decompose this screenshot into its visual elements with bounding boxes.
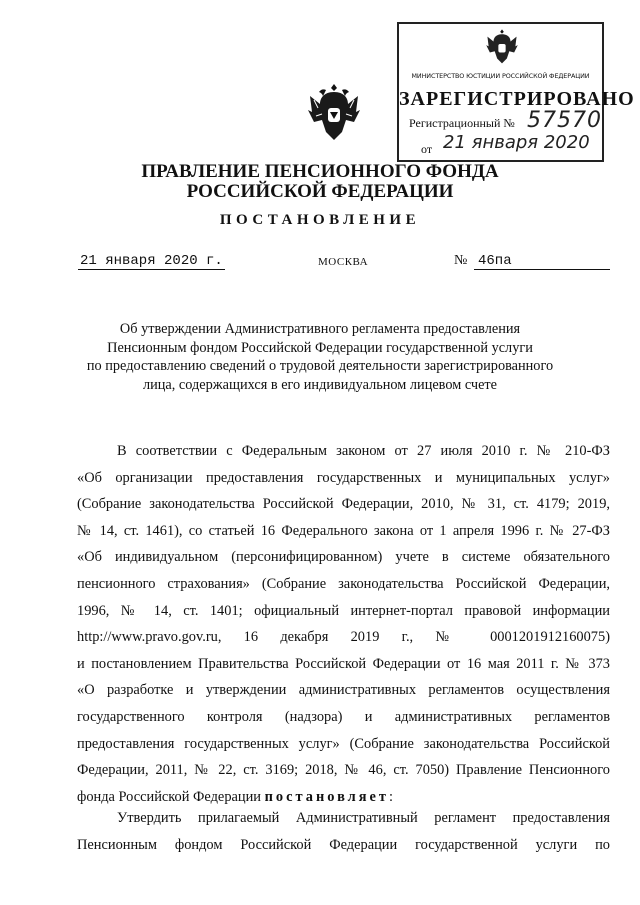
- body-line: «О разработке и утверждении административных регламентов осуществления: [77, 682, 610, 699]
- subject-line: лица, содержащихся в его индивидуальном лицевом счете: [142, 376, 498, 393]
- stamp-emblem: [485, 28, 519, 66]
- body-line: пенсионного страхования» (Собрание законодательства Российской Федерации,: [77, 575, 610, 592]
- body-line: Федерации, 2011, № 22, ст. 3169; 2018, № 46, ст. 7050) Правление Пенсионного: [77, 762, 610, 779]
- subject-line: Об утверждении Административного регламента предоставления: [119, 321, 521, 337]
- resolution-paragraph: [77, 805, 610, 858]
- preamble-paragraph: [77, 438, 610, 810]
- coat-of-arms-emblem: [306, 82, 362, 144]
- document-type: ПОСТАНОВЛЕНИЕ: [219, 212, 421, 228]
- document-date: 21 января 2020 г.: [80, 253, 223, 269]
- body-line: предоставления государственных услуг» (Собрание законодательства Российской: [77, 735, 610, 752]
- document-number: 46па: [474, 253, 610, 270]
- document-city: МОСКВА: [318, 256, 369, 268]
- subject-line: Пенсионным фондом Российской Федерации государственной услуги: [107, 339, 533, 356]
- body-line: Утвердить прилагаемый Административный регламент предоставления: [117, 810, 610, 826]
- stamp-reg-label: Регистрационный №: [409, 116, 515, 130]
- body-line: http://www.pravo.gov.ru, 16 декабря 2019 г., № 0001201912160075): [77, 629, 610, 646]
- resolves-keyword: постановляет: [264, 788, 389, 805]
- document-number-label: №: [454, 253, 468, 268]
- subject-line: по предоставлению сведений о трудовой деятельности зарегистрированного: [86, 358, 554, 374]
- body-line: 1996, № 14, ст. 1401; официальный интернет-портал правовой информации: [77, 602, 610, 619]
- org-name-line2: РОССИЙСКОЙ ФЕДЕРАЦИИ: [186, 181, 454, 202]
- stamp-date-prefix: от: [421, 142, 433, 156]
- body-line: «Об индивидуальном (персонифицированном) учете в системе обязательного: [77, 549, 610, 566]
- body-final-prefix: фонда Российской Федерации: [77, 788, 262, 805]
- stamp-ministry: МИНИСТЕРСТВО ЮСТИЦИИ РОССИЙСКОЙ ФЕДЕРАЦИИ: [411, 72, 590, 80]
- stamp-reg-number: 57570: [527, 108, 602, 133]
- body-line: № 14, ст. 1461), со статьей 16 Федерального закона от 1 апреля 1996 г. № 27-ФЗ: [77, 522, 610, 539]
- body-line: (Собрание законодательства Российской Федерации, 2010, № 31, ст. 4179; 2019,: [77, 496, 610, 513]
- body-line: и постановлением Правительства Российской Федерации от 16 мая 2011 г. № 373: [77, 655, 610, 672]
- body-line: Пенсионным фондом Российской Федерации государственной услуги по: [77, 836, 610, 853]
- stamp-status: ЗАРЕГИСТРИРОВАНО: [399, 88, 635, 110]
- body-line: В соответствии с Федеральным законом от 27 июля 2010 г. № 210-ФЗ: [117, 443, 610, 459]
- registration-stamp: [397, 22, 635, 162]
- body-final-suffix: :: [388, 788, 393, 805]
- document-subject: [0, 320, 640, 394]
- org-name-line1: ПРАВЛЕНИЕ ПЕНСИОННОГО ФОНДА: [141, 161, 499, 182]
- stamp-handwritten-date: 21 января 2020: [443, 132, 590, 153]
- body-line: государственного контроля (надзора) и административных регламентов: [77, 708, 610, 725]
- body-line: «Об организации предоставления государственных и муниципальных услуг»: [77, 469, 610, 486]
